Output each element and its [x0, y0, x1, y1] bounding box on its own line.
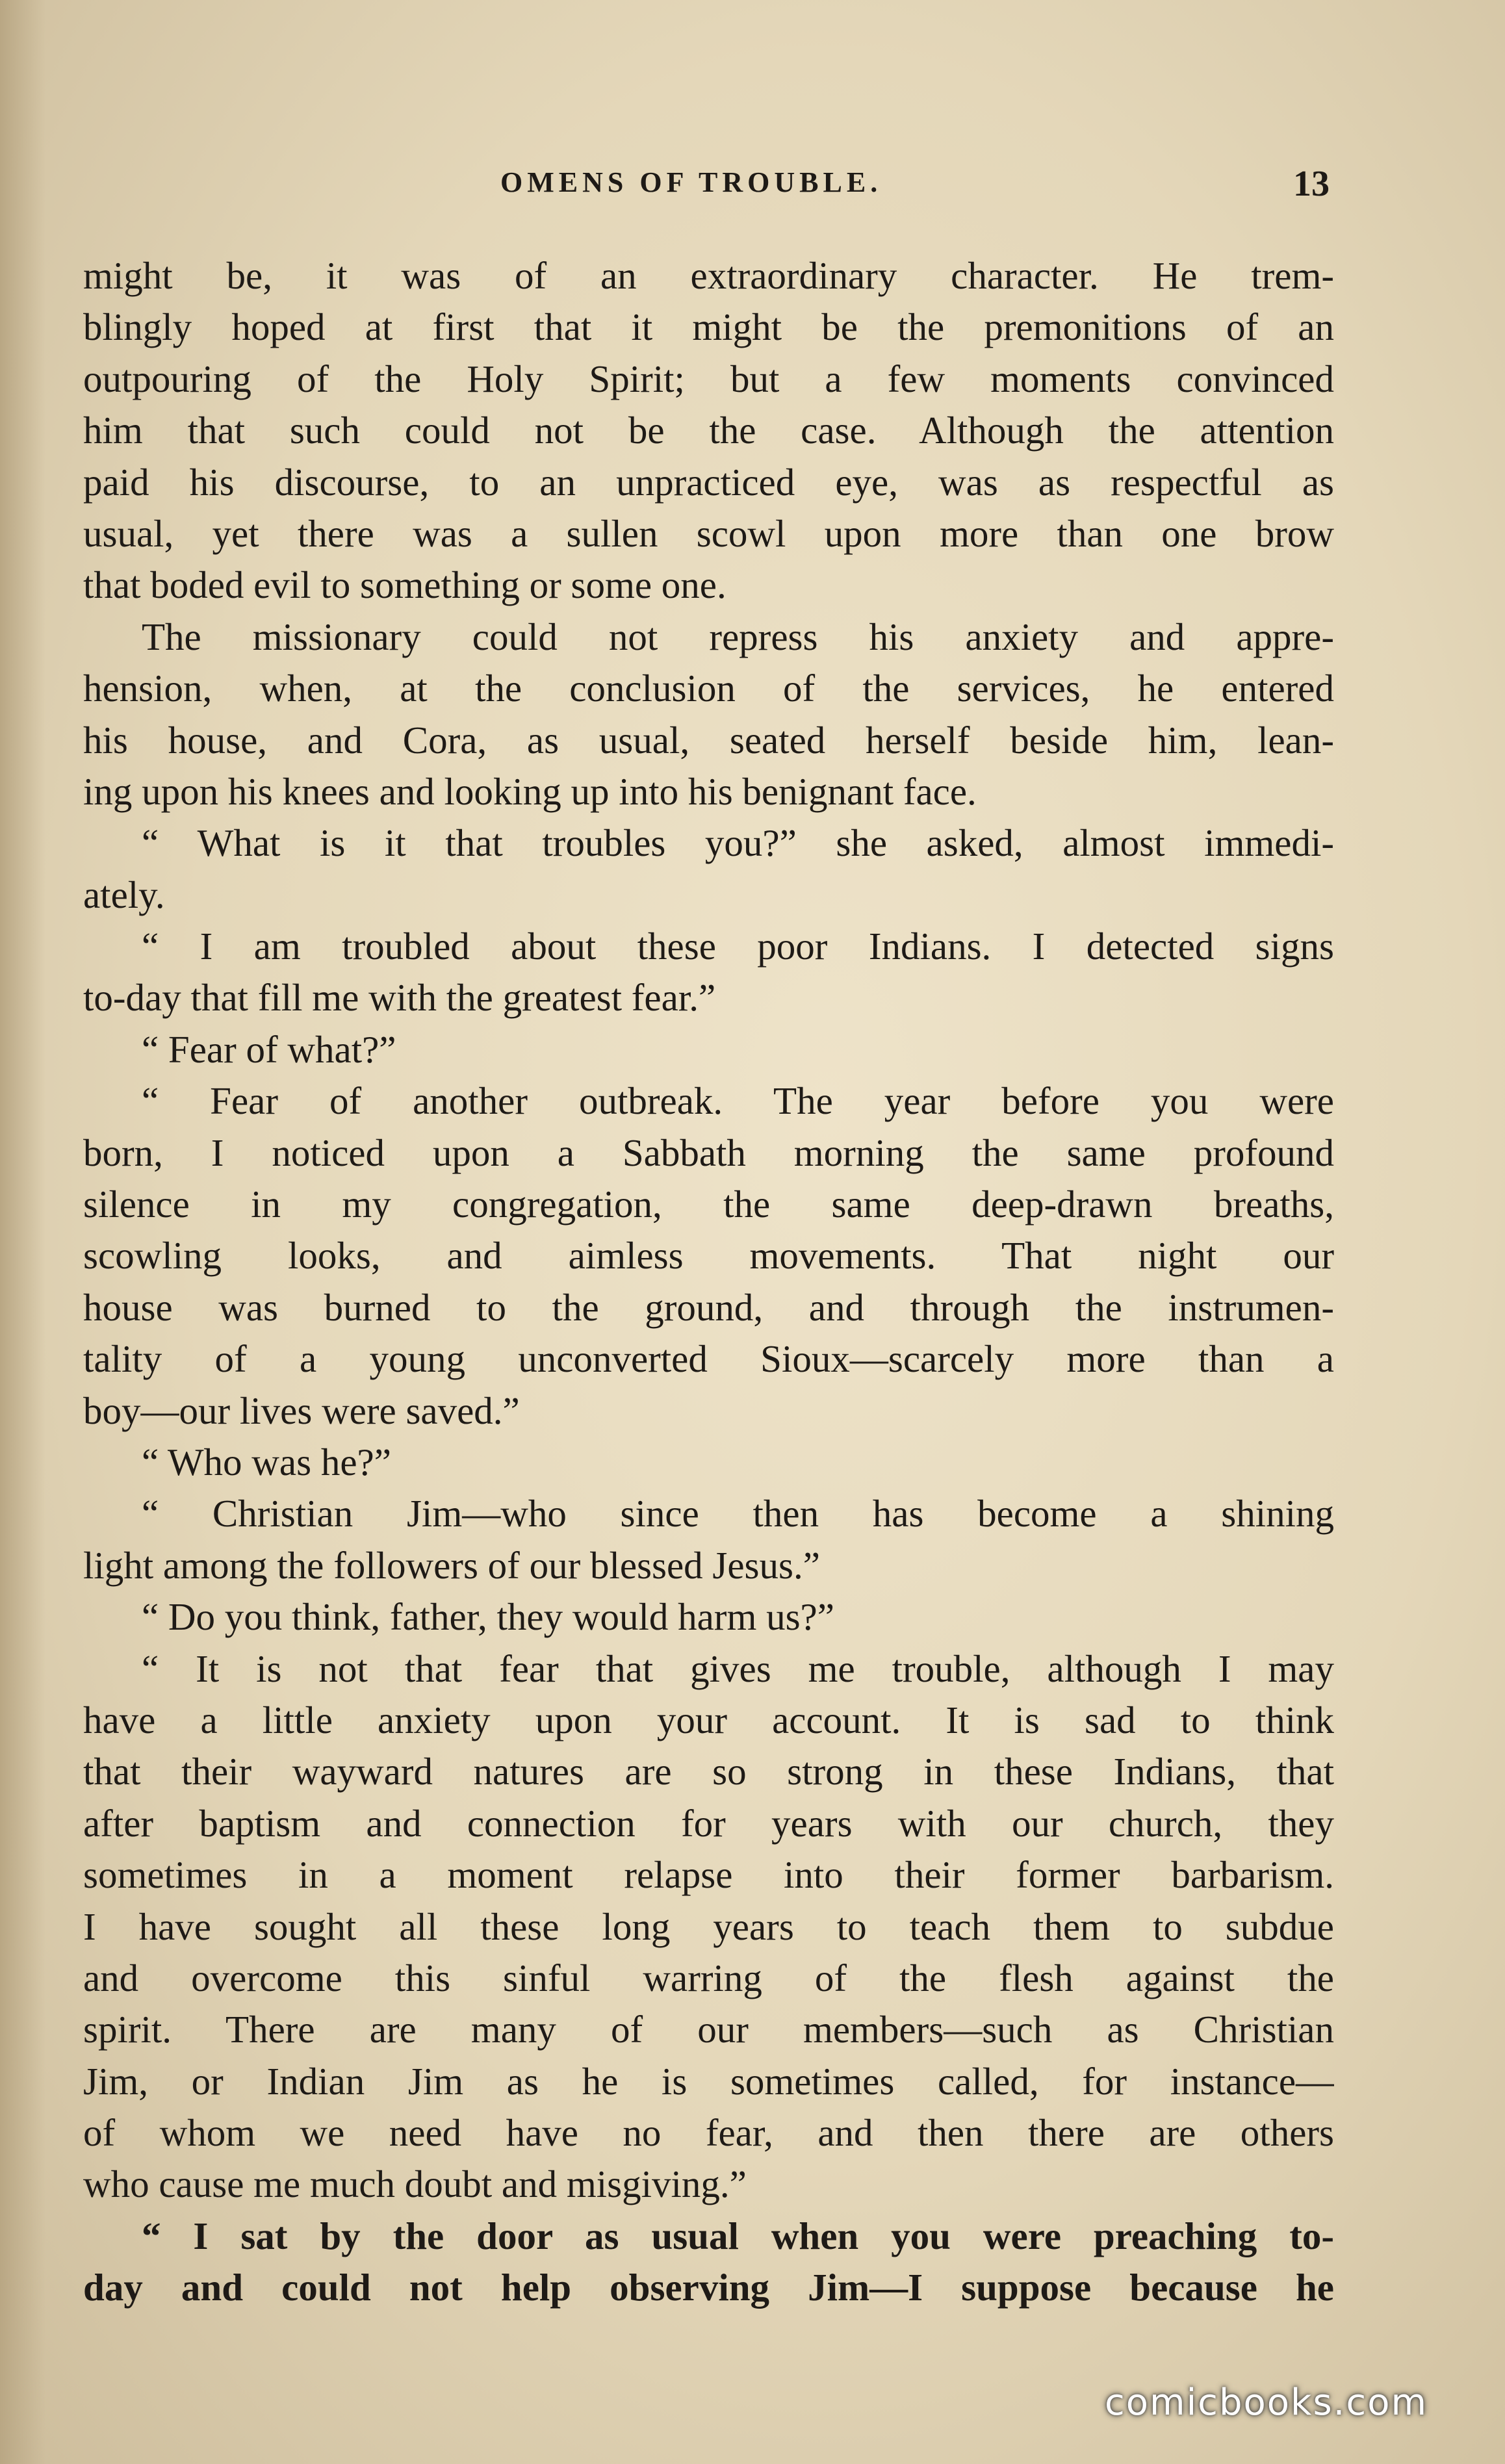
text-line: silence in my congregation, the same deep-drawn breaths,: [83, 1183, 1334, 1226]
text-line: Jim, or Indian Jim as he is sometimes called, for instance—: [83, 2059, 1334, 2103]
text-line: usual, yet there was a sullen scowl upon more than one brow: [83, 511, 1334, 555]
text-line: “ Do you think, father, they would harm us?”: [142, 1595, 834, 1639]
text-line: light among the followers of our blessed Jesus.”: [83, 1543, 820, 1587]
text-line: “ I sat by the door as usual when you were preaching to-: [142, 2214, 1334, 2257]
text-line: day and could not help observing Jim—I suppose because he: [83, 2266, 1334, 2309]
text-line: boy—our lives were saved.”: [83, 1389, 520, 1432]
page-number: 13: [1293, 164, 1330, 204]
text-line: that boded evil to something or some one.: [83, 563, 727, 607]
text-line: “ Who was he?”: [142, 1440, 391, 1483]
text-line: have a little anxiety upon your account. It is sad to think: [83, 1698, 1334, 1741]
text-line: “ What is it that troubles you?” she asked, almost immedi-: [142, 821, 1334, 865]
text-line: his house, and Cora, as usual, seated herself beside him, lean-: [83, 718, 1334, 762]
text-line: that their wayward natures are so strong in these Indians, that: [83, 1750, 1334, 1793]
text-line: I have sought all these long years to teach them to subdue: [83, 1905, 1334, 1948]
text-line: house was burned to the ground, and through the instrumen-: [83, 1285, 1334, 1329]
text-line: “ It is not that fear that gives me trouble, although I may: [142, 1647, 1334, 1690]
running-head: [0, 166, 1505, 205]
text-line: ing upon his knees and looking up into his benignant face.: [83, 769, 977, 813]
text-line: hension, when, at the conclusion of the services, he entered: [83, 667, 1334, 710]
text-line: “ Fear of what?”: [142, 1027, 396, 1071]
text-line: The missionary could not repress his anxiety and appre-: [142, 615, 1334, 658]
text-line: scowling looks, and aimless movements. That night our: [83, 1234, 1334, 1277]
text-line: spirit. There are many of our members—such as Christian: [83, 2008, 1334, 2051]
text-line: born, I noticed upon a Sabbath morning the same profound: [83, 1131, 1334, 1174]
text-line: paid his discourse, to an unpracticed eye, was as respectful as: [83, 460, 1334, 504]
text-line: blingly hoped at first that it might be the premonitions of an: [83, 305, 1334, 349]
text-line: to-day that fill me with the greatest fear.”: [83, 976, 716, 1020]
text-line: tality of a young unconverted Sioux—scarcely more than a: [83, 1337, 1334, 1381]
text-line: “ Christian Jim—who since then has become a shining: [142, 1492, 1334, 1535]
text-line: who cause me much doubt and misgiving.”: [83, 2162, 747, 2206]
text-line: sometimes in a moment relapse into their former barbarism.: [83, 1853, 1334, 1897]
text-line: him that such could not be the case. Although the attention: [83, 409, 1334, 452]
text-line: might be, it was of an extraordinary character. He trem-: [83, 254, 1334, 297]
text-line: “ I am troubled about these poor Indians. I detected signs: [142, 925, 1334, 968]
text-line: ately.: [83, 873, 165, 916]
text-line: and overcome this sinful warring of the flesh against the: [83, 1956, 1334, 1999]
text-line: outpouring of the Holy Spirit; but a few moments convinced: [83, 357, 1334, 400]
text-line: of whom we need have no fear, and then there are others: [83, 2111, 1334, 2155]
text-line: “ Fear of another outbreak. The year before you were: [142, 1079, 1334, 1123]
running-head-title: OMENS OF TROUBLE.: [500, 166, 882, 198]
body-text: [83, 250, 1334, 2314]
text-line: after baptism and connection for years with our church, they: [83, 1801, 1334, 1845]
page-left-edge: [0, 0, 45, 2464]
watermark: comicbooks.com: [1105, 2381, 1428, 2424]
